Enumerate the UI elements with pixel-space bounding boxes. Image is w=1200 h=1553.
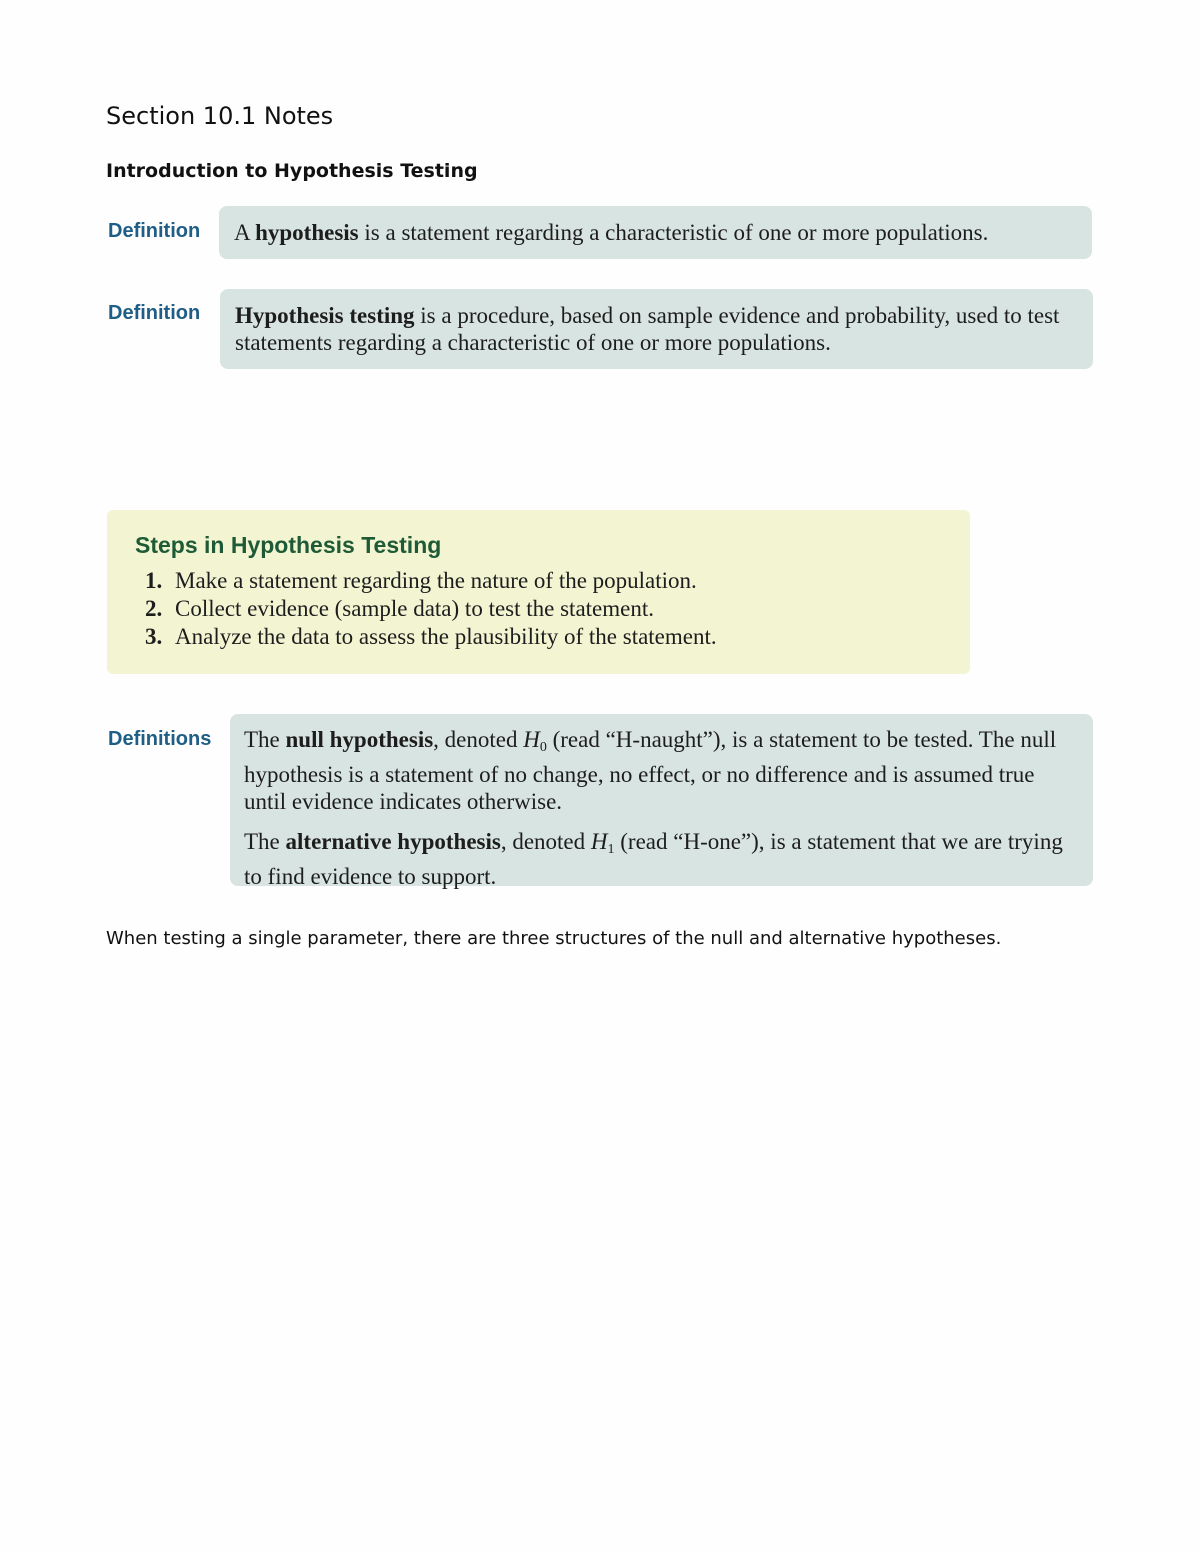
alternative-hypothesis-term: alternative hypothesis — [285, 829, 501, 854]
alternative-hypothesis-body: (read “H-one”), is a statement that we are trying to find evidence to support. — [244, 829, 1063, 889]
steps-list — [135, 567, 970, 651]
alt-denoted: , denoted — [500, 829, 586, 854]
note-paragraph: When testing a single parameter, there are three structures of the null and alternative hypotheses. — [106, 928, 1002, 949]
null-hypothesis-text — [244, 726, 1073, 815]
alt-symbol-subscript: 1 — [607, 842, 615, 857]
definition-term-testing: Hypothesis testing — [235, 303, 415, 328]
definition-body-hypothesis: is a statement regarding a characteristic of one or more populations. — [364, 220, 989, 245]
step-text: Analyze the data to assess the plausibility of the statement. — [175, 624, 717, 649]
null-symbol-letter: H — [523, 727, 540, 752]
null-hypothesis-term: null hypothesis — [285, 727, 434, 752]
page-subtitle: Introduction to Hypothesis Testing — [106, 160, 478, 182]
step-number: 1. — [145, 568, 163, 593]
step-text: Make a statement regarding the nature of the population. — [175, 568, 697, 593]
definition-lead: A — [234, 220, 250, 245]
steps-title: Steps in Hypothesis Testing — [135, 532, 442, 558]
definition-label-testing: Definition — [108, 302, 201, 324]
page-title: Section 10.1 Notes — [106, 102, 334, 130]
definition-label-hypothesis: Definition — [108, 220, 201, 242]
list-item — [145, 623, 970, 651]
step-number: 2. — [145, 596, 163, 621]
alt-symbol-letter: H — [590, 829, 608, 854]
alt-symbol — [590, 829, 615, 857]
definitions-box — [230, 714, 1093, 889]
step-number: 3. — [145, 624, 163, 649]
definition-text-testing — [235, 302, 1073, 356]
definition-term-hypothesis: hypothesis — [255, 220, 359, 245]
definition-box-hypothesis — [219, 206, 1092, 259]
list-item — [145, 567, 970, 595]
steps-box — [107, 510, 970, 674]
alternative-hypothesis-text — [244, 828, 1073, 890]
definition-text-hypothesis — [234, 219, 1092, 246]
null-hypothesis-body: (read “H-naught”), is a statement to be tested. The null hypothesis is a statement of no change, no effect, or no difference and is assumed true until evidence indicates otherwise. — [244, 727, 1057, 814]
alt-lead: The — [244, 829, 280, 854]
list-item — [145, 595, 970, 623]
definition-box-testing — [220, 289, 1093, 369]
null-symbol-subscript: 0 — [539, 740, 547, 755]
null-lead: The — [244, 727, 280, 752]
null-denoted: , denoted — [433, 727, 518, 752]
null-symbol — [523, 727, 547, 755]
definition-body-testing: is a procedure, based on sample evidence and probability, used to test statements regarding a characteristic of one or more populations. — [235, 303, 1060, 355]
step-text: Collect evidence (sample data) to test the statement. — [175, 596, 654, 621]
definitions-label: Definitions — [108, 728, 212, 750]
